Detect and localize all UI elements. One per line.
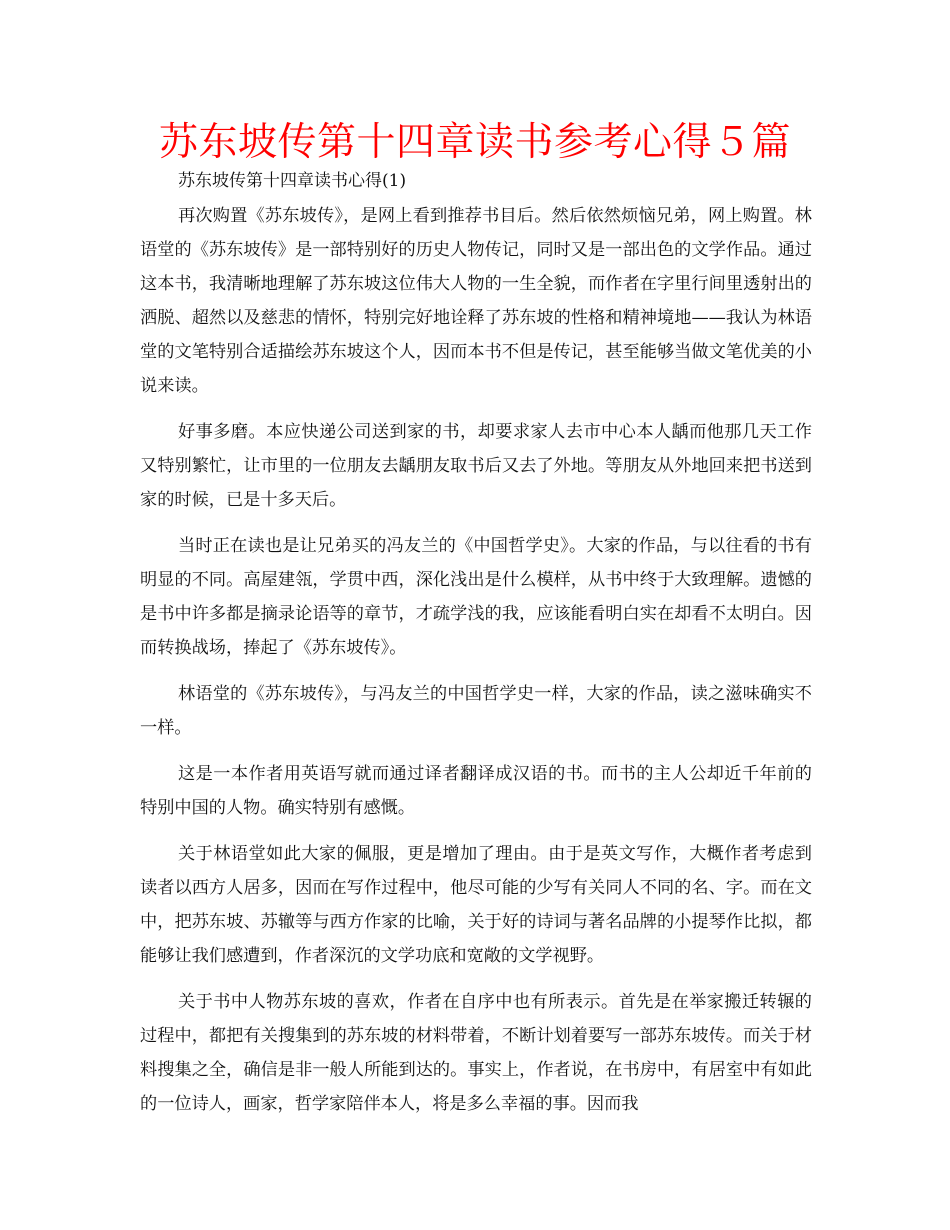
paragraph: 关于书中人物苏东坡的喜欢，作者在自序中也有所表示。首先是在举家搬迁转辗的过程中，都把有关搜集到的苏东坡的材料带着，不断计划着要写一部苏东坡传。而关于材料搜集之全，确信是非一般人所能到达的。事实上，作者说，在书房中，有居室中有如此的一位诗人，画家，哲学家陪伴本人，将是多么幸福的事。因而我 bbox=[140, 992, 812, 1114]
paragraph: 林语堂的《苏东坡传》，与冯友兰的中国哲学史一样，大家的作品，读之滋味确实不一样。 bbox=[140, 684, 812, 738]
paragraph: 这是一本作者用英语写就而通过译者翻译成汉语的书。而书的主人公却近千年前的特别中国的人物。确实特别有感慨。 bbox=[140, 764, 812, 818]
paragraph: 关于林语堂如此大家的佩服，更是增加了理由。由于是英文写作，大概作者考虑到读者以西方人居多，因而在写作过程中，他尽可能的少写有关同人不同的名、字。而在文中，把苏东坡、苏辙等与西方作家的比喻，关于好的诗词与著名品牌的小提琴作比拟，都能够让我们感遭到，作者深沉的文学功底和宽敞的文学视野。 bbox=[140, 844, 812, 966]
paragraph: 好事多磨。本应快递公司送到家的书，却要求家人去市中心本人龋而他那几天工作又特别繁忙，让市里的一位朋友去龋朋友取书后又去了外地。等朋友从外地回来把书送到家的时候，已是十多天后。 bbox=[140, 422, 812, 510]
section-heading: 苏东坡传第十四章读书心得(1) bbox=[178, 171, 407, 191]
document-body bbox=[140, 199, 812, 1121]
document-title: 苏东坡传第十四章读书参考心得５篇 bbox=[158, 120, 791, 165]
paragraph: 再次购置《苏东坡传》，是网上看到推荐书目后。然后依然烦恼兄弟，网上购置。林语堂的《苏东坡传》是一部特别好的历史人物传记，同时又是一部出色的文学作品。通过这本书，我清晰地理解了苏东坡这位伟大人物的一生全貌，而作者在字里行间里透射出的洒脱、超然以及慈悲的情怀，特别完好地诠释了苏东坡的性格和精神境地——我认为林语堂的文笔特别合适描绘苏东坡这个人，因而本书不但是传记，甚至能够当做文笔优美的小说来读。 bbox=[140, 206, 812, 396]
paragraph: 当时正在读也是让兄弟买的冯友兰的《中国哲学史》。大家的作品，与以往看的书有明显的不同。高屋建瓴，学贯中西，深化浅出是什么模样，从书中终于大致理解。遗憾的是书中许多都是摘录论语等的章节，才疏学浅的我，应该能看明白实在却看不太明白。因而转换战场，捧起了《苏东坡传》。 bbox=[140, 536, 812, 658]
